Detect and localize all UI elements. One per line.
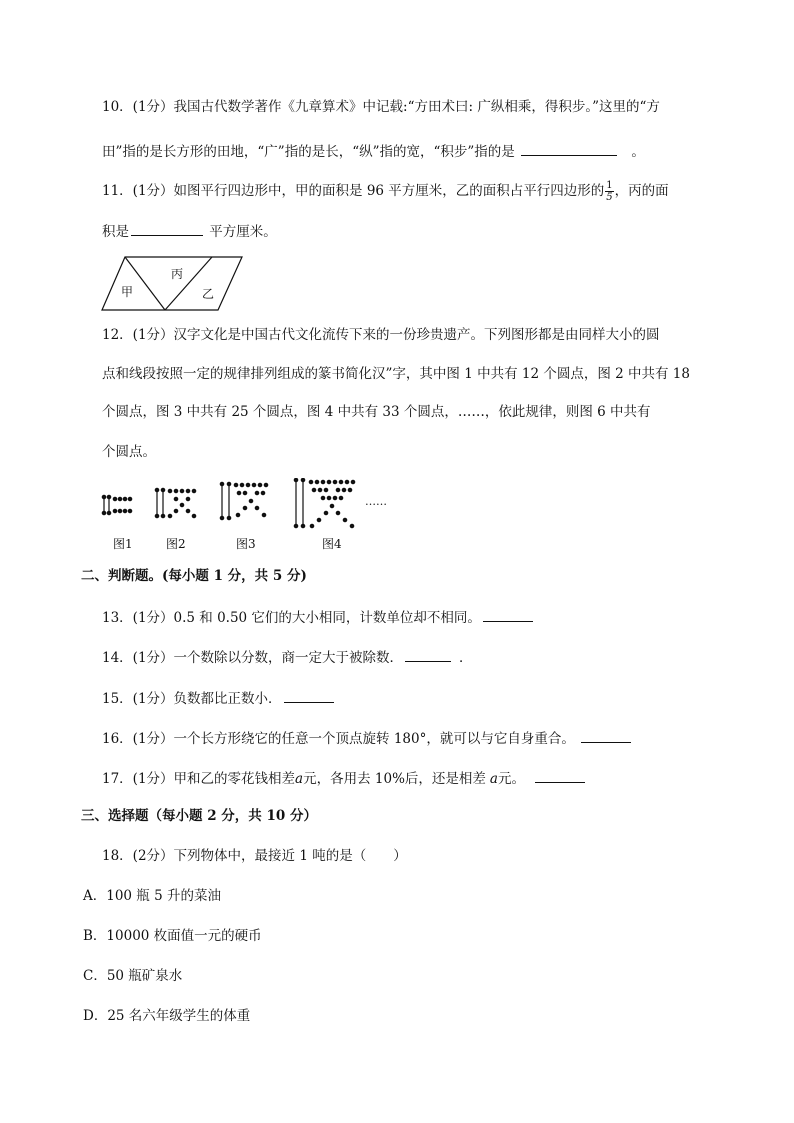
q17-text-pre: 17．(1分）甲和乙的零花钱相差 <box>102 771 296 787</box>
figure-label-1: 图1 <box>113 537 133 551</box>
q15-line <box>102 688 336 709</box>
q13-text: 13．(1分）0.5 和 0.50 它们的大小相同，计数单位却不相同。 <box>102 610 481 626</box>
q11-line2-post: 平方厘米。 <box>205 224 277 240</box>
q10-line1: 10．(1分）我国古代数学著作《九章算术》中记载:“方田术曰: 广纵相乘，得积步。”这里的“方 <box>102 99 660 115</box>
fraction-numerator: 1 <box>606 180 613 191</box>
section-2-title: 二、判断题。(每小题 1 分，共 5 分) <box>81 568 307 584</box>
q10-answer-blank[interactable] <box>521 141 617 156</box>
q11-fraction <box>605 180 613 203</box>
q12-line2: 点和线段按照一定的规律排列组成的篆书简化汉”字，其中图 1 中共有 12 个圆点，图 2 中共有 18 <box>102 366 690 382</box>
q12-line4: 个圆点。 <box>102 444 156 460</box>
figure-label-3: 图3 <box>236 537 256 551</box>
q14-end-mark: ． <box>459 650 473 666</box>
q10-line2-text: 田”指的是长方形的田地，“广”指的是长，“纵”指的宽，“积步”指的是 <box>102 144 515 160</box>
figure-4 <box>294 478 355 528</box>
q17-text-mid: 元，各用去 10%后，还是相差 <box>303 771 486 787</box>
q17-text-post: 元。 <box>497 771 525 787</box>
q11-line1-post: ，丙的面 <box>614 183 669 199</box>
q17-variable-a: a <box>295 771 304 787</box>
figure-label-4: 图4 <box>322 537 342 551</box>
q18-option-a[interactable]: A．100 瓶 5 升的菜油 <box>83 888 221 904</box>
fraction-denominator: 5 <box>606 192 613 203</box>
fig-label-bing: 丙 <box>171 267 184 281</box>
q13-line <box>102 607 535 628</box>
q11-line2 <box>102 221 277 242</box>
q13-answer-blank[interactable] <box>483 607 533 622</box>
figure-1 <box>102 495 132 515</box>
q11-line1-pre: 11．(1分）如图平行四边形中，甲的面积是 96 平方厘米，乙的面积占平行四边形的 <box>102 183 605 199</box>
fig-label-yi: 乙 <box>202 287 215 301</box>
q14-answer-blank[interactable] <box>405 647 451 662</box>
q18-option-d[interactable]: D．25 名六年级学生的体重 <box>83 1008 251 1024</box>
figure-3 <box>220 482 268 520</box>
q17-variable-a-2: a <box>489 771 498 787</box>
figure-ellipsis: …… <box>365 495 387 508</box>
q15-text: 15．(1分）负数都比正数小． <box>102 691 282 707</box>
dot-pattern-figures <box>98 478 398 530</box>
q16-answer-blank[interactable] <box>581 728 631 743</box>
q11-answer-blank[interactable] <box>131 221 203 236</box>
q12-line1: 12．(1分）汉字文化是中国古代文化流传下来的一份珍贵遗产。下列图形都是由同样大小的圆 <box>102 327 660 343</box>
q16-line <box>102 728 633 749</box>
q16-text: 16．(1分）一个长方形绕它的任意一个顶点旋转 180°，就可以与它自身重合。 <box>102 731 575 747</box>
figure-label-2: 图2 <box>166 537 186 551</box>
q18-option-b[interactable]: B．10000 枚面值一元的硬币 <box>83 928 262 944</box>
section-3-title: 三、选择题（每小题 2 分，共 10 分） <box>81 808 317 824</box>
q10-end-mark: 。 <box>631 144 645 160</box>
q14-text: 14．(1分）一个数除以分数，商一定大于被除数． <box>102 650 404 666</box>
q17-answer-blank[interactable] <box>535 768 585 783</box>
q11-line1 <box>102 180 669 203</box>
figure-2 <box>155 488 196 518</box>
q17-line <box>102 768 587 789</box>
q14-line <box>102 647 473 668</box>
q10-line2 <box>102 141 645 162</box>
fig-label-jia: 甲 <box>121 285 134 299</box>
q11-line2-pre: 积是 <box>102 224 129 240</box>
q12-line3: 个圆点，图 3 中共有 25 个圆点，图 4 中共有 33 个圆点，……，依此规律，则图 6 中共有 <box>102 404 651 420</box>
q18-option-c[interactable]: C．50 瓶矿泉水 <box>83 968 183 984</box>
q18-text: 18．(2分）下列物体中，最接近 1 吨的是（ ） <box>102 848 407 864</box>
q15-answer-blank[interactable] <box>284 688 334 703</box>
